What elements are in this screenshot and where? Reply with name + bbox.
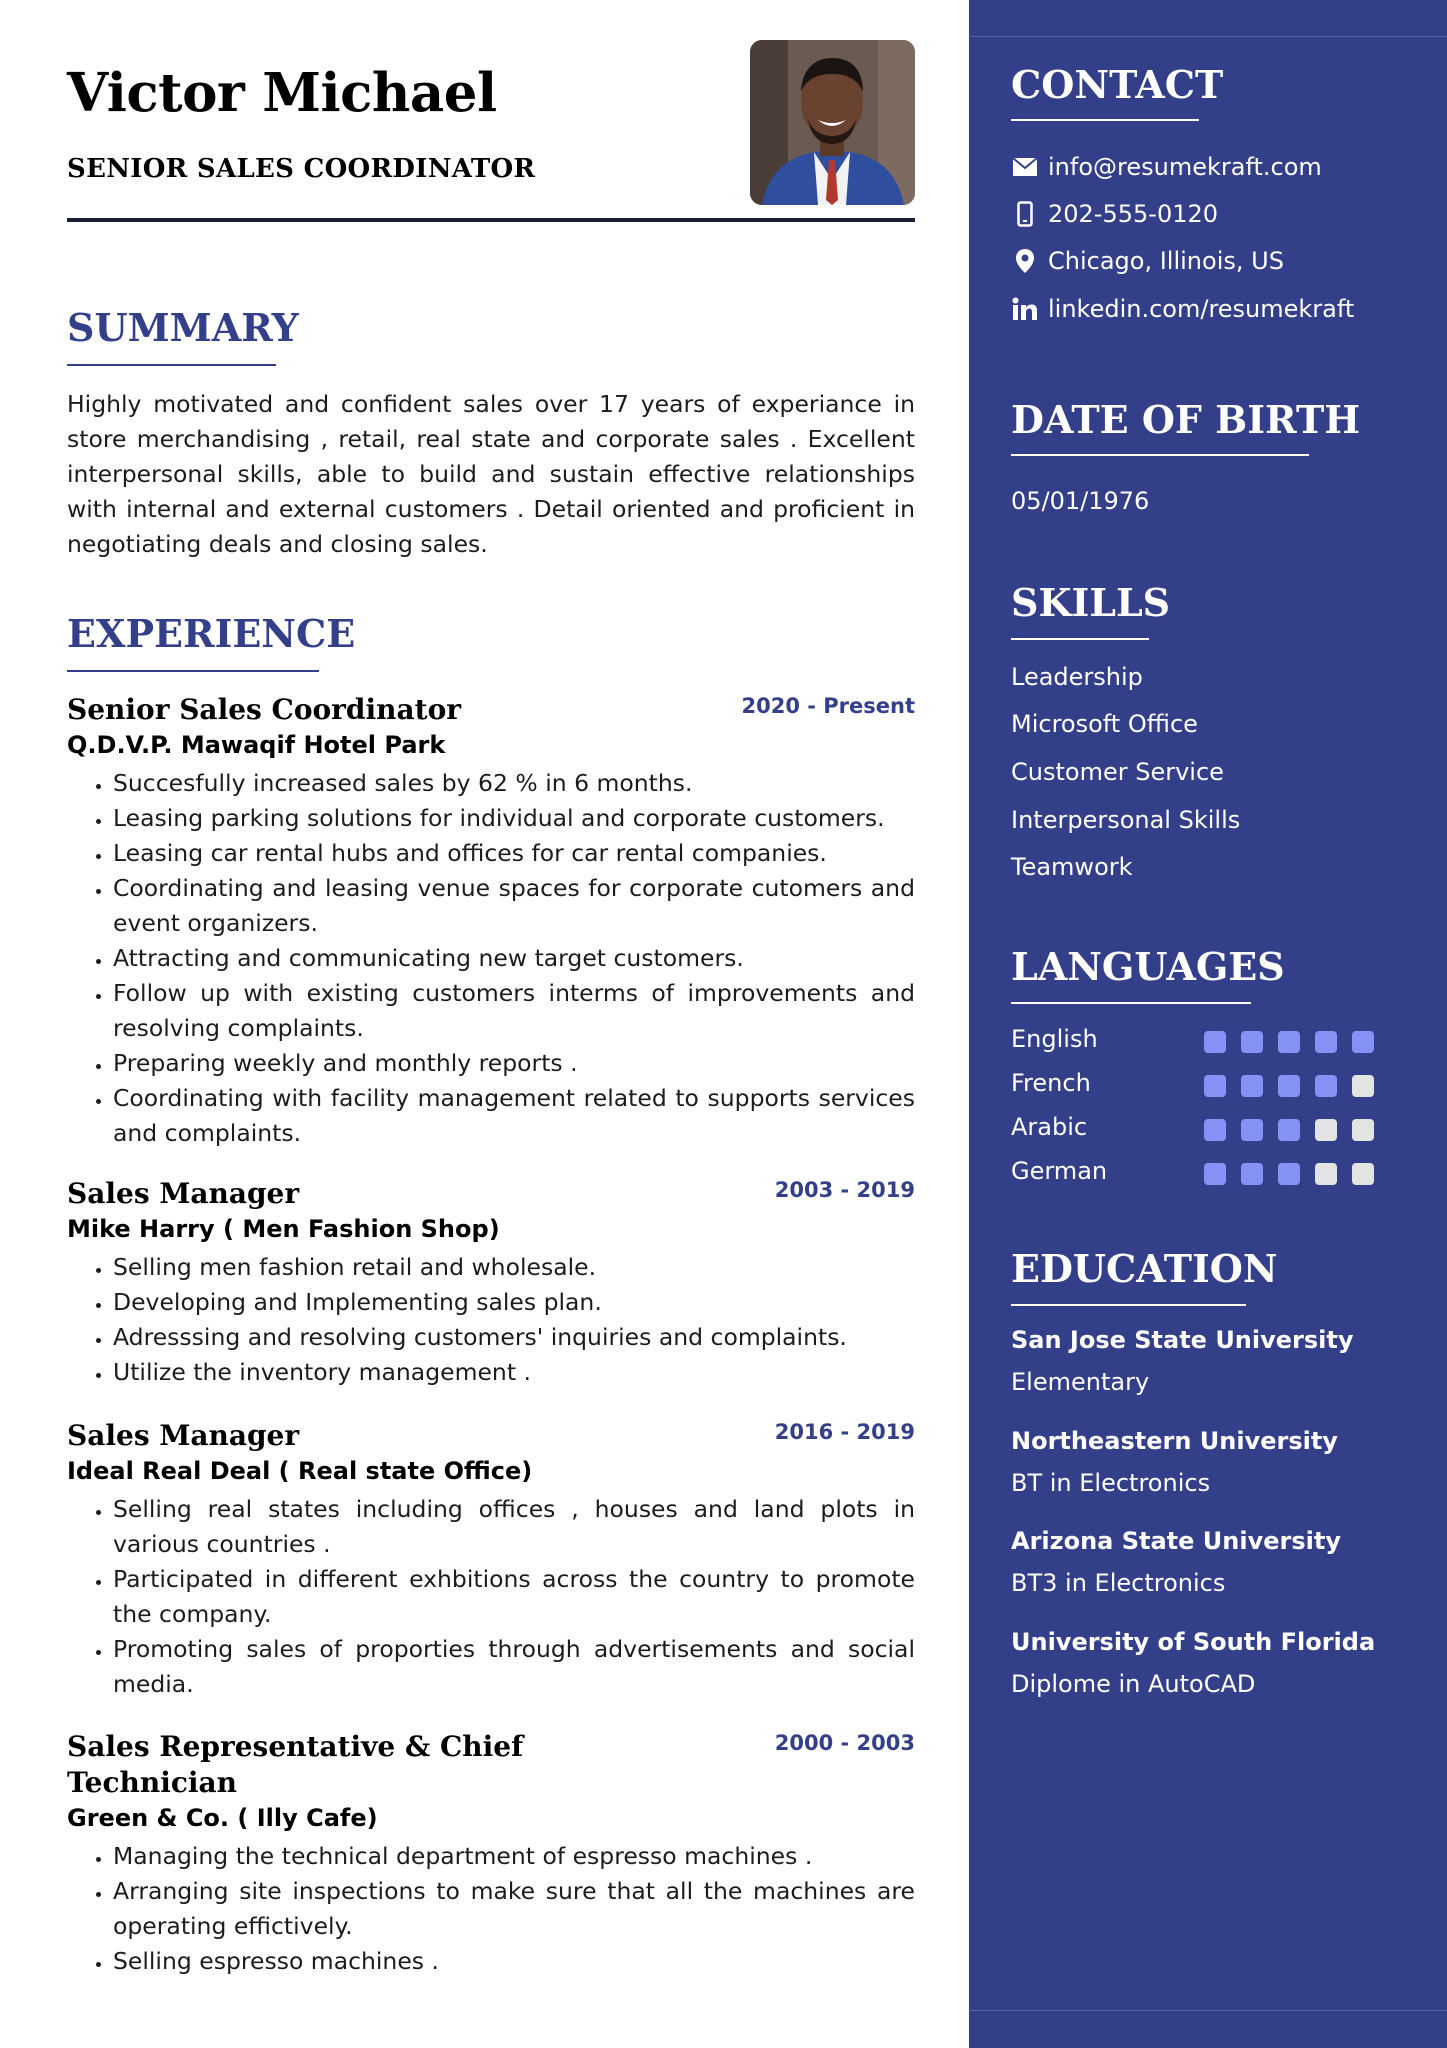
job-bullet: • Participated in different exhbitions across the country to promote the company. [113,1562,915,1632]
level-dot-empty [1352,1075,1374,1097]
language-row [1011,1157,1411,1185]
education-degree: BT in Electronics [1011,1469,1211,1497]
level-dot-filled [1204,1119,1226,1141]
dob-value: 05/01/1976 [1011,487,1150,515]
language-row [1011,1025,1411,1053]
experience-heading-underline [67,670,319,672]
level-dot-empty [1315,1163,1337,1185]
level-dot-filled [1278,1075,1300,1097]
job-dates: 2020 - Present [741,694,915,718]
job-bullet: • Selling real states including offices , houses and land plots in various countries . [113,1492,915,1562]
level-dot-empty [1352,1119,1374,1141]
job-company: Ideal Real Deal ( Real state Office) [67,1457,533,1485]
experience-entry [67,1418,915,1702]
phone-text: 202-555-0120 [1048,200,1219,228]
header-divider [67,218,915,222]
job-bullet: • Developing and Implementing sales plan. [113,1285,915,1320]
level-dot-filled [1241,1031,1263,1053]
job-dates: 2003 - 2019 [774,1178,915,1202]
level-dot-empty [1315,1119,1337,1141]
level-dot-empty [1352,1163,1374,1185]
education-school: San Jose State University [1011,1326,1354,1354]
summary-text: Highly motivated and confident sales over 17 years of experiance in store merchandising , retail, real state and corporate sales . Excellent interpersonal skills, able to build and sustain effective relationships with internal and external customers . Detail oriented and proficient in negotiating deals and closing sales. [67,390,915,558]
experience-entry [67,692,915,1151]
sidebar [969,0,1447,2048]
job-bullets [67,766,915,1151]
job-bullet: • Coordinating and leasing venue spaces for corporate cutomers and event organizers. [113,871,915,941]
job-dates: 2016 - 2019 [774,1420,915,1444]
skills-heading-underline [1011,638,1149,640]
level-dot-filled [1241,1075,1263,1097]
level-dot-filled [1315,1075,1337,1097]
language-name: French [1011,1069,1091,1097]
envelope-icon [1011,153,1039,181]
linkedin-text: linkedin.com/resumekraft [1048,295,1355,323]
languages-heading-underline [1011,1002,1251,1004]
experience-entry [67,1176,915,1390]
education-degree: BT3 in Electronics [1011,1569,1226,1597]
main-column [67,0,915,2048]
skills-heading: SKILLS [1011,580,1171,625]
skill-item: Interpersonal Skills [1011,806,1241,834]
skill-item: Microsoft Office [1011,710,1198,738]
job-bullet: • Preparing weekly and monthly reports . [113,1046,915,1081]
skill-item: Customer Service [1011,758,1224,786]
education-degree: Elementary [1011,1368,1150,1396]
level-dot-filled [1278,1163,1300,1185]
summary-heading-underline [67,364,276,366]
level-dot-filled [1278,1031,1300,1053]
level-dot-filled [1278,1119,1300,1141]
job-company: Q.D.V.P. Mawaqif Hotel Park [67,731,446,759]
location-text: Chicago, Illinois, US [1048,247,1284,275]
education-school: Northeastern University [1011,1427,1338,1455]
language-name: Arabic [1011,1113,1088,1141]
job-role: Senior Sales Coordinator [67,693,461,726]
education-heading-underline [1011,1304,1246,1306]
sidebar-bottom-line [969,2010,1447,2011]
candidate-name: Victor Michael [67,62,497,124]
languages-heading: LANGUAGES [1011,944,1285,989]
location-pin-icon [1011,247,1039,275]
language-row [1011,1113,1411,1141]
linkedin-icon [1011,295,1039,323]
education-degree: Diplome in AutoCAD [1011,1670,1256,1698]
job-bullet: • Selling espresso machines . [113,1944,915,1979]
experience-entry [67,1729,915,1979]
summary-heading: SUMMARY [67,305,299,350]
level-dot-filled [1241,1163,1263,1185]
job-bullet: • Selling men fashion retail and wholesale. [113,1250,915,1285]
contact-location [1011,247,1284,275]
job-role: Sales Manager [67,1177,300,1210]
level-dot-filled [1352,1031,1374,1053]
contact-phone[interactable] [1011,200,1218,228]
job-bullet: • Promoting sales of proporties through advertisements and social media. [113,1632,915,1702]
job-bullets [67,1250,915,1390]
job-bullet: • Arranging site inspections to make sure that all the machines are operating effictively. [113,1874,915,1944]
level-dot-filled [1204,1163,1226,1185]
job-role: Sales Representative & Chief Technician [67,1730,524,1799]
contact-linkedin[interactable] [1011,295,1354,323]
job-bullets [67,1839,915,1979]
skill-item: Teamwork [1011,853,1133,881]
job-bullet: • Succesfully increased sales by 62 % in 6 months. [113,766,915,801]
job-bullet: • Leasing car rental hubs and offices for car rental companies. [113,836,915,871]
skill-item: Leadership [1011,663,1143,691]
education-school: University of South Florida [1011,1628,1376,1656]
job-bullet: • Attracting and communicating new target customers. [113,941,915,976]
level-dot-filled [1204,1031,1226,1053]
level-dot-filled [1204,1075,1226,1097]
experience-heading: EXPERIENCE [67,611,356,656]
language-row [1011,1069,1411,1097]
job-bullet: • Managing the technical department of espresso machines . [113,1839,915,1874]
sidebar-top-line [969,36,1447,37]
email-text: info@resumekraft.com [1048,153,1322,181]
education-school: Arizona State University [1011,1527,1341,1555]
job-bullet: • Leasing parking solutions for individual and corporate customers. [113,801,915,836]
dob-heading-underline [1011,454,1309,456]
job-company: Green & Co. ( Illy Cafe) [67,1804,378,1832]
job-bullet: • Follow up with existing customers interms of improvements and resolving complaints. [113,976,915,1046]
language-name: English [1011,1025,1098,1053]
language-name: German [1011,1157,1108,1185]
level-dot-filled [1241,1119,1263,1141]
contact-heading: CONTACT [1011,62,1224,107]
job-role: Sales Manager [67,1419,300,1452]
profile-photo [750,40,915,205]
job-company: Mike Harry ( Men Fashion Shop) [67,1215,500,1243]
dob-heading: DATE OF BIRTH [1011,397,1361,442]
phone-icon [1011,200,1039,228]
education-heading: EDUCATION [1011,1246,1278,1291]
contact-heading-underline [1011,119,1199,121]
candidate-title: SENIOR SALES COORDINATOR [67,154,536,184]
job-bullet: • Coordinating with facility management related to supports services and complaints. [113,1081,915,1151]
job-bullets [67,1492,915,1702]
job-bullet: • Utilize the inventory management . [113,1355,915,1390]
contact-email[interactable] [1011,153,1322,181]
job-dates: 2000 - 2003 [774,1731,915,1755]
level-dot-filled [1315,1031,1337,1053]
job-bullet: • Adresssing and resolving customers' inquiries and complaints. [113,1320,915,1355]
